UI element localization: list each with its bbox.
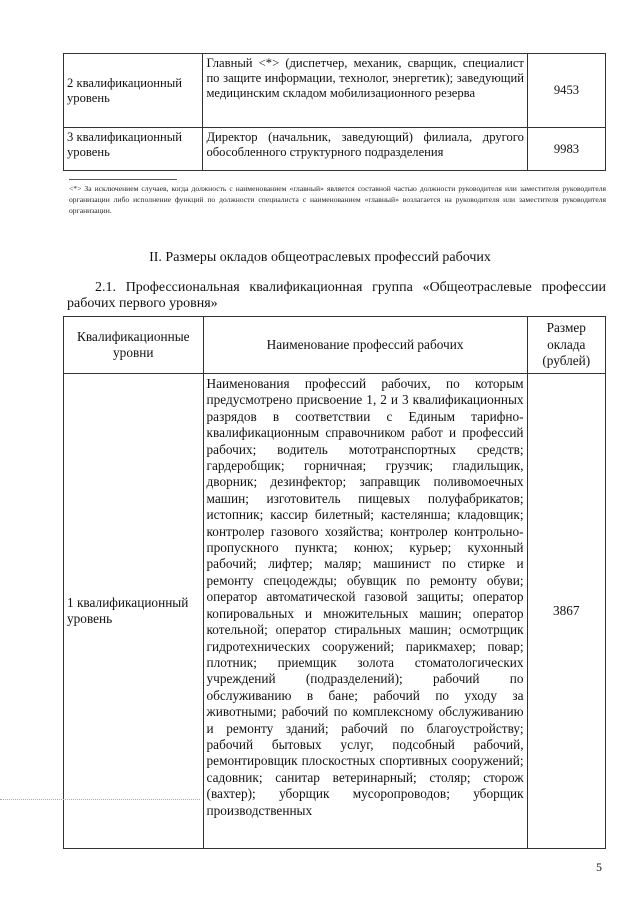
- header-profession-names: Наименование профессий рабочих: [203, 317, 527, 374]
- header-qualification-levels: Квалификационные уровни: [64, 317, 204, 374]
- top-salary-table: [63, 53, 606, 171]
- professions-cell: Наименования профессий рабочих, по которым предусмотрено присвоение 1, 2 и 3 квалификационных разрядов в соответствии с Единым тарифно-квалификационным справочником работ и профессий рабочих; водитель мототранспортных средств; гардеробщик; горничная; грузчик; гладильщик, дворник; дезинфектор; заправщик поливомоечных машин; изготовитель пищевых полуфабрикатов; истопник; кассир билетный; кастелянша; кладовщик; контролер газового хозяйства; контролер контрольно-пропускного пункта; конюх; курьер; кухонный рабочий; лифтер; маляр; машинист по стирке и ремонту спецодежды; обувщик по ремонту обуви; оператор автоматической газовой защиты; оператор копировальных и множительных машин; оператор котельной; оператор стиральных машин; осмотрщик гидротехнических сооружений; парикмахер; повар; плотник; приемщик золота стоматологических учреждений (подразделений); рабочий по обслуживанию в бане; рабочий по уходу за животными; рабочий по комплексному обслуживанию и ремонту зданий; рабочий по благоустройству; рабочий бытовых услуг, подсобный рабочий, ремонтировщик плоскостных спортивных сооружений; садовник; санитар ветеринарный; столяр; сторож (вахтер); уборщик мусоропроводов; уборщик производственных: [203, 374, 527, 849]
- footnote-divider: [69, 179, 177, 180]
- qualification-level-cell: 1 квалификационный уровень: [64, 374, 204, 849]
- group-paragraph: 2.1. Профессиональная квалификационная группа «Общеотраслевые профессии рабочих первого уровня»: [67, 280, 606, 311]
- table-row: [64, 374, 606, 849]
- qualification-level-cell: 3 квалификационный уровень: [64, 128, 203, 171]
- professions-salary-table: [63, 316, 606, 849]
- footnote: <*> За исключением случаев, когда должность с наименованием «главный» является составной частью должности руководителя или заместителя руководителя организации либо исполнение функций по должности специалиста с наименованием «главный» возлагается на руководителя или заместителя руководителя организации.: [69, 184, 606, 215]
- salary-cell: 9983: [527, 128, 605, 171]
- table-row: [64, 54, 606, 128]
- qualification-level-cell: 2 квалификационный уровень: [64, 54, 203, 128]
- table-header-row: [64, 317, 606, 374]
- scan-artifact-line: [0, 799, 200, 800]
- positions-cell: Главный <*> (диспетчер, механик, сварщик, специалист по защите информации, технолог, энергетик); заведующий медицинским складом мобилизационного резерва: [203, 54, 528, 128]
- table-row: [64, 128, 606, 171]
- salary-cell: 9453: [527, 54, 605, 128]
- section-title: II. Размеры окладов общеотраслевых профессий рабочих: [149, 250, 491, 265]
- salary-cell: 3867: [527, 374, 605, 849]
- page-number: 5: [596, 860, 602, 874]
- header-salary: Размер оклада (рублей): [527, 317, 605, 374]
- positions-cell: Директор (начальник, заведующий) филиала, другого обособленного структурного подразделения: [203, 128, 528, 171]
